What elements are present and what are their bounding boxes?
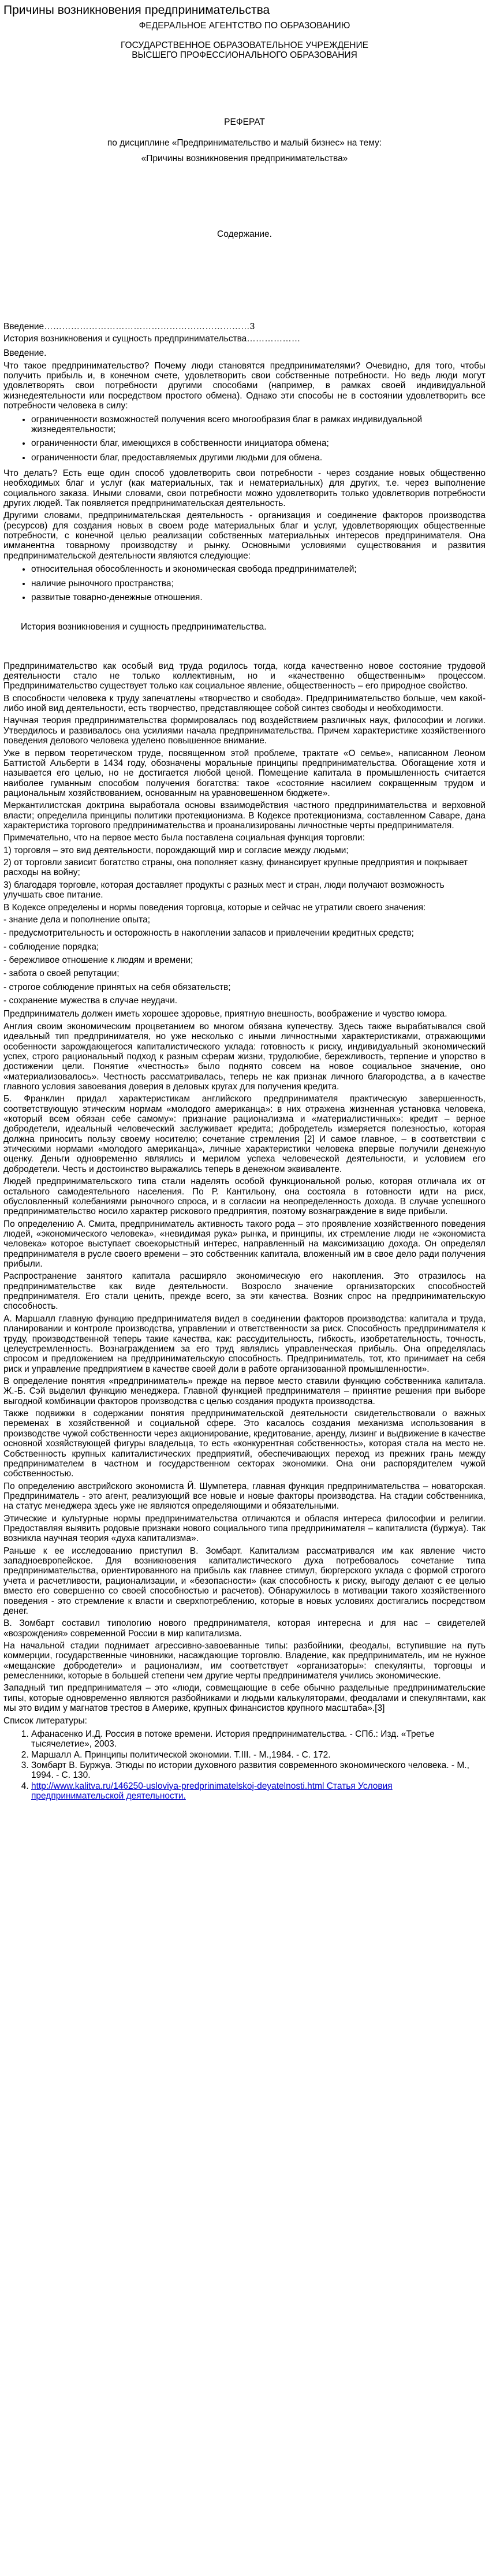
list-item: • развитые товарно-денежные отношения. xyxy=(31,593,486,602)
page-title: Причины возникновения предпринимательства xyxy=(3,3,270,17)
paragraph: Людей предпринимательского типа стали наделять особой функциональной ролью, которая отличала их от остального самодеятельного населения. По Р. Кантильону, она состояла в готовности идти на риск, обусловленный колебаниями рыночного спроса, и в согласии на неопределенность дохода. В случае успешного предпринимательство носило характер рискового предприятия, поэтому вознаграждение в виде прибыли. xyxy=(3,1177,486,1217)
list-item: 3) благодаря торговле, которая доставляет продукты с разных мест и стран, люди получают возможность улучшать свое питание. xyxy=(3,880,445,900)
bullet-list xyxy=(3,564,486,602)
paragraph: Примечательно, что на первое место была поставлена социальная функция торговли: xyxy=(3,833,365,843)
paragraph: Уже в первом теоретическом труде, посвященном этой проблеме, трактате «О семье», написанном Леоном Баттистой Альберти в 1434 году, обозначены моральные принципы предпринимательства. Обогащение хотя и называется его целью, но не достигается любой ценой. Помещение капитала в промышленность считается наиболее гуманным способом получения богатства: такое «состояние насилием сокращенным трудом и рациональным хозяйствованием, основанным на уравновешенном бюджете». xyxy=(3,748,486,798)
list-item: 2) от торговли зависит богатство страны, она пополняет казну, финансирует крупные предприятия и покрывает расходы на войну; xyxy=(3,858,468,878)
paragraph: Б. Франклин придал характеристикам английского предпринимателя практическую завершенность, соответствующую этическим нормам «молодого американца»: в них отражена жизненная установка человека, «который всем обязан себе самому»: признание рационализма и «материалистичных»: кредит – верное добродетели, идеальный человеческий заслуживает кредита; добродетель измеряется полезностью, которая должна приносить пользу своему носителю; сочетание стремления [2] И самое главное, – в соответствии с этическими нормами «молодого американца», личные характеристики человека впервые получили денежную оценку. Деньги одновременно являлись и мерилом успеха человеческой деятельности, и условием его добродетели. Честь и достоинство выражались теперь в денежном эквиваленте. xyxy=(3,1094,486,1174)
reference-item[interactable] xyxy=(31,1781,486,1801)
list-item: • ограниченности благ, имеющихся в собственности инициатора обмена; xyxy=(31,438,486,448)
section-heading: История возникновения и сущность предпринимательства. xyxy=(21,622,267,632)
norms-list xyxy=(3,915,486,1006)
bullet-list xyxy=(3,415,486,463)
paragraph: По определению австрийского экономиста Й. Шумпетера, главная функция предпринимательства – новаторская. Предприниматель - это агент, реализующий все новые и новые факторы производства. На стадии собственника, на статус менеджера здесь уже не являются определяющими и обязательными. xyxy=(3,1481,486,1512)
list-item: - сохранение мужества в случае неудачи. xyxy=(3,996,178,1006)
list-item: 1) торговля – это вид деятельности, порождающий мир и согласие между людьми; xyxy=(3,845,349,855)
paragraph: А. Маршалл главную функцию предпринимателя видел в соединении факторов производства: капитала и труда, планировании и контроле производства, управлении и ответственности за риск. Способность предпринимателя к труду, производственной теперь такие качества, как: рассудительность, гибкость, изобретательность, точность, целеустремленность. Вознаграждением за его труд являлись управленческая прибыль. Она определялась спросом и предложением на предпринимательскую способность. Предприниматель, тот, кто принимает на себя риск и управление предприятием в качестве своей доли в работе организованной промышленности». xyxy=(3,1313,486,1374)
paragraph: Меркантилистская доктрина выработала основы взаимодействия частного предпринимательства и верховной власти; определила принципы политики протекционизма. В Кодексе протекционизма, составленном Саварe, дана характеристика торгового предпринимательства и проанализированы личностные черты предпринимателя. xyxy=(3,801,486,831)
reference-link[interactable]: http://www.kalitva.ru/146250-usloviya-predprinimatelskoj-deyatelnosti.html Статья Условия предпринимательской деятельности. xyxy=(31,1781,393,1801)
paragraph: В Кодексе определены и нормы поведения торговца, которые и сейчас не утратили своего значения: xyxy=(3,902,426,913)
paragraph: Распространение занятого капитала расширяло экономическую его накопления. Это отразилось на предпринимательстве как виде деятельности. Возросло значение организаторских способностей предпринимателя. Его стали ценить, прежде всего, за эти качества. Возник спрос на предпринимательскую способность. xyxy=(3,1271,486,1312)
paragraph: Этические и культурные нормы предпринимательства отличаются и обласпя интереса философии и религии. Предоставляя выявить родовые признаки нового социального типа предпринимателя – капиталиста (буржуа). Так возникла научная теория «духа капитализма». xyxy=(3,1513,486,1544)
institution-line-1: ГОСУДАРСТВЕННОЕ ОБРАЗОВАТЕЛЬНОЕ УЧРЕЖДЕНИЕ xyxy=(121,40,368,50)
paragraph: Предпринимательство как особый вид труда родилось тогда, когда качественно новое состояние трудовой деятельности стало не только коллективным, но и «качественно общественным» процессом. Предпринимательство существует только как социальное явление, общественность – его природное свойство. xyxy=(3,661,486,691)
referat-discipline: по дисциплине «Предпринимательство и малый бизнес» на тему: xyxy=(107,137,382,148)
list-item: • ограниченности возможностей получения всего многообразия благ в рамках индивидуальной жизнедеятельности; xyxy=(31,415,486,435)
list-item: • наличие рыночного пространства; xyxy=(31,579,486,589)
referat-label: РЕФЕРАТ xyxy=(224,117,265,128)
references-heading: Список литературы: xyxy=(3,1715,87,1726)
list-item: - соблюдение порядка; xyxy=(3,941,99,952)
list-item: - предусмотрительность и осторожность в накоплении запасов и привлечении кредитных средств; xyxy=(3,928,414,939)
paragraph: В. Зомбарт составил типологию нового предпринимателя, которая интересна и для нас – свидетелей «возрождения» современной России в мир капитализма. xyxy=(3,1618,486,1639)
list-item: • ограниченности благ, предоставляемых другими людьми для обмена. xyxy=(31,453,486,463)
list-item: - знание дела и пополнение опыта; xyxy=(3,914,151,925)
paragraph: Что такое предпринимательство? Почему люди становятся предпринимателями? Очевидно, для того, чтобы получить прибыль и, в конечном счете, удовлетворить свои собственные потребности. Но ведь люди могут удовлетворять свои потребности другими способами (например, в рамках своей индивидуальной жизнедеятельности или посредством простого обмена). Однако эти способы не в состоянии удовлетворить все потребности человека в силу: xyxy=(3,360,486,411)
institution-line-2: ВЫСШЕГО ПРОФЕССИОНАЛЬНОГО ОБРАЗОВАНИЯ xyxy=(132,50,357,60)
referat-topic: «Причины возникновения предпринимательства» xyxy=(141,153,348,163)
paragraph: Раньше к ее исследованию приступил В. Зомбарт. Капитализм рассматривался им как явление чисто западноевропейское. Для возникновения капиталистического духа потребовалось сочетание типа предпринимательства, ориентированного на прибыль как главнее стимул, бюргерского уклада с формой строгого учета и расчетливости, рационализации, и «безопасности» (как способность к риску, выгоду делают с ее целью вместо его совершенно со своей способностью и расчетов). Обнаружилось в мотивации такого хозяйственного поведения - это стремление к власти и сверхпотреблению, которые в новых условиях достигались посредством денег. xyxy=(3,1546,486,1616)
paragraph: Англия своим экономическим процветанием во многом обязана купечеству. Здесь также вырабатывался свой идеальный тип предпринимателя, но уже несколько с иными личностными характеристиками, отражающими особенности зарождающегося капиталистического уклада: готовность к риску, индивидуальный экономический успех, строго рациональный подход к разным сферам жизни, трудолюбие, бережливость, терпение и упорство в достижении цели. Понятие «честность» было поднято совсем на новое социальное значение, оно «материализовалось». Честность рассматривалась, теперь не как признак личного благородства, а в качестве главного условия завоевания доверия в деловых кругах для получения кредита. xyxy=(3,1021,486,1092)
list-item: - забота о своей репутации; xyxy=(3,969,120,979)
contents-label: Содержание. xyxy=(217,229,272,240)
reference-item: 3. Зомбарт В. Буржуа. Этюды по истории духовного развития современного экономического человека. - М., 1994. - С. 130. xyxy=(31,1760,486,1781)
paragraph: На начальной стадии поднимает агрессивно-завоеванные типы: разбойники, феодалы, вступившие на путь коммерции, государственные чиновники, насаждающие торговлю. Владение, как предприниматель, им не нужное «мещанские добродетели» и рационализм, им соответствует «организаторы»: спекулянты, торговцы и ремесленники, которые в большей степени чем другие черты предпринимателя учились экономические. xyxy=(3,1640,486,1681)
intro-heading: Введение. xyxy=(3,348,47,359)
paragraph: Западный тип предпринимателя – это «люди, совмещающие в себе обычно раздельные предпринимательские типы, которые одновременно являются разбойниками и людьми калькуляторами, феодалами и спекулянтами, как мы это видим у магнатов трестов в Америке, крупных финансистов крупного масштаба».[3] xyxy=(3,1683,486,1714)
toc-item: История возникновения и сущность предпринимательства……………… xyxy=(3,334,301,344)
references-list xyxy=(3,1729,486,1801)
paragraph: Другими словами, предпринимательская деятельность - организация и соединение факторов производства (ресурсов) для создания новых в своем роде материальных благ и услуг, удовлетворяющих общественные потребности, с конечной целью реализации собственных материальных интересов предпринимателя. Она имманентна товарному производству и рынку. Основными условиями существования и развития предпринимательской деятельности являются следующие: xyxy=(3,511,486,561)
reference-item: 1. Афанасенко И.Д. Россия в потоке времени. История предпринимательства. - СПб.: Изд. «Третье тысячелетие», 2003. xyxy=(31,1729,486,1749)
paragraph: Также подвижки в содержании понятия предпринимательской деятельности свидетельствовали о важных переменах в хозяйственной и социальной сфере. Это касалось создания механизма использования в производстве чужой собственности через акционирование, кредитование, аренду, лизинг и выдвижение в качестве основной хозяйствующей фигуры владельца, то есть «конкурентная собственность», которая стала на место не. Собственность крупных капиталистических предприятий, обеспечивающих переход из прежних грань между предпринимателем в частном и государственном секторах экономики. Она они распорядителем чужой собственностью. xyxy=(3,1409,486,1479)
paragraph: В определение понятия «предприниматель» прежде на первое место ставили функцию собственника капитала. Ж.-Б. Сэй выделил функцию менеджера. Главной функцией предпринимателя – принятие решения при выборе выгодной комбинации факторов производства с целью создания продукта производства. xyxy=(3,1376,486,1406)
paragraph: Научная теория предпринимательства формировалась под воздействием различных наук, философии и логики. Утвердилось и развивалось она усилиями начала предпринимательства. Причем характеристике хозяйственного поведения делового человека уделено повышенное внимание. xyxy=(3,716,486,746)
agency-line: ФЕДЕРАЛЬНОЕ АГЕНТСТВО ПО ОБРАЗОВАНИЮ xyxy=(139,21,350,31)
paragraph: В способности человека к труду запечатлены «творчество и свобода». Предпринимательство больше, чем какой-либо иной вид деятельности, есть творчество, представляющее собой синтез свободы и необходимости. xyxy=(3,693,486,714)
list-item: - строгое соблюдение принятых на себя обязательств; xyxy=(3,982,231,992)
list-item: • относительная обособленность и экономическая свобода предпринимателей; xyxy=(31,564,486,574)
paragraph: По определению А. Смита, предприниматель активность такого рода – это проявление хозяйственного поведения людей, «экономического человека», «невидимая рука» рынка, и принципы, их стремление люди не «экономиста человека» которое выступает своекорыстный интерес, направленный на максимизацию дохода. Он определял предпринимателя в русле своего времени – это собственник капитала, вложенный им в свое дело ради получения прибыли. xyxy=(3,1219,486,1270)
toc-item: Введение……………………………………………………………3 xyxy=(3,321,255,332)
list-item: - бережливое отношение к людям и времени; xyxy=(3,955,193,965)
reference-item: 2. Маршалл А. Принципы политической экономии. Т.III. - М.,1984. - С. 172. xyxy=(31,1750,486,1760)
paragraph: Что делать? Есть еще один способ удовлетворить свои потребности - через создание новых общественно необходимых благ и услуг (как материальных, так и нематериальных) для других, т.е. через выполнение социального заказа. Иными словами, свои потребности можно удовлетворить только удовлетворив потребности других людей. Так появляется предпринимательская деятельность. xyxy=(3,468,486,509)
functions-list xyxy=(3,846,486,900)
paragraph: Предприниматель должен иметь хорошее здоровье, приятную внешность, воображение и чувство юмора. xyxy=(3,1009,447,1019)
